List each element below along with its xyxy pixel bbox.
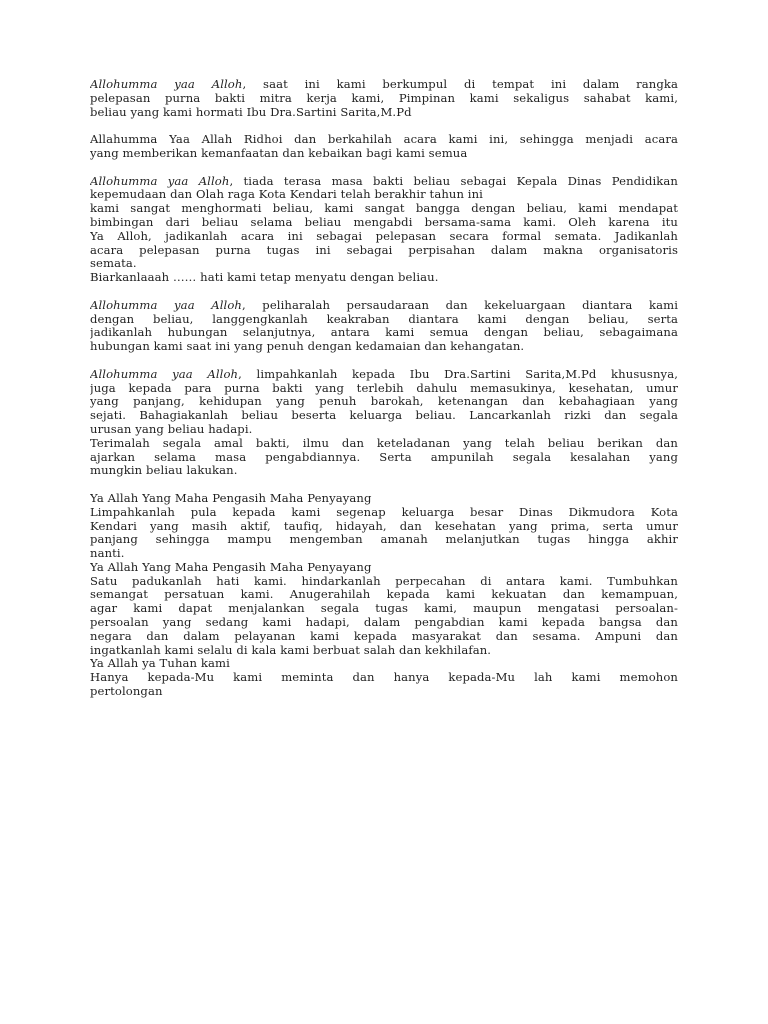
paragraph bbox=[90, 299, 678, 354]
paragraph bbox=[90, 78, 678, 119]
text-line bbox=[90, 464, 678, 478]
text-line bbox=[90, 630, 678, 644]
line-text: agar kami dapat menjalankan segala tugas kami, maupun mengatasi persoalan- bbox=[90, 602, 678, 616]
text-line bbox=[90, 575, 678, 589]
line-text: pelepasan purna bakti mitra kerja kami, Pimpinan kami sekaligus sahabat kami, bbox=[90, 91, 678, 105]
text-line bbox=[90, 92, 678, 106]
text-line bbox=[90, 78, 678, 92]
text-line bbox=[90, 147, 678, 161]
line-text: hubungan kami saat ini yang penuh dengan kedamaian dan kehangatan. bbox=[90, 340, 525, 354]
text-line bbox=[90, 299, 678, 313]
text-line bbox=[90, 133, 678, 147]
invocation-italic: Allohumma yaa Alloh bbox=[90, 174, 230, 188]
text-line bbox=[90, 588, 678, 602]
invocation-italic: Allohumma yaa Alloh bbox=[90, 78, 243, 91]
text-line bbox=[90, 326, 678, 340]
paragraph bbox=[90, 175, 678, 285]
invocation-italic: Allohumma yaa Alloh bbox=[90, 367, 239, 381]
line-text: Ya Allah Yang Maha Pengasih Maha Penyayang bbox=[90, 491, 372, 505]
text-line bbox=[90, 230, 678, 244]
line-text: bimbingan dari beliau selama beliau mengabdi bersama-sama kami. Oleh karena itu bbox=[90, 215, 678, 229]
text-line bbox=[90, 395, 678, 409]
text-line bbox=[90, 244, 678, 258]
text-line bbox=[90, 506, 678, 520]
text-line bbox=[90, 520, 678, 534]
text-line bbox=[90, 216, 678, 230]
text-line bbox=[90, 644, 678, 658]
text-line bbox=[90, 437, 678, 451]
line-text: Ya Alloh, jadikanlah acara ini sebagai pelepasan secara formal semata. Jadikanlah bbox=[90, 229, 678, 243]
document-page bbox=[90, 78, 678, 713]
line-text: mungkin beliau lakukan. bbox=[90, 464, 238, 478]
line-text: dengan beliau, langgengkanlah keakraban diantara kami dengan beliau, serta bbox=[90, 312, 678, 326]
line-text: ajarkan selama masa pengabdiannya. Serta ampunilah segala kesalahan yang bbox=[90, 450, 678, 464]
text-line bbox=[90, 188, 678, 202]
line-text: negara dan dalam pelayanan kami kepada masyarakat dan sesama. Ampuni dan bbox=[90, 629, 678, 643]
line-text: yang panjang, kehidupan yang penuh barokah, ketenangan dan kebahagiaan yang bbox=[90, 395, 678, 409]
line-text: yang memberikan kemanfaatan dan kebaikan bagi kami semua bbox=[90, 146, 468, 160]
line-text: , tiada terasa masa bakti beliau sebagai Kepala Dinas Pendidikan bbox=[229, 174, 678, 188]
paragraph bbox=[90, 492, 678, 699]
text-line bbox=[90, 616, 678, 630]
text-line bbox=[90, 602, 678, 616]
text-line bbox=[90, 409, 678, 423]
text-line bbox=[90, 106, 678, 120]
text-line bbox=[90, 451, 678, 465]
line-text: Biarkanlaaah …… hati kami tetap menyatu dengan beliau. bbox=[90, 271, 439, 285]
line-text: , saat ini kami berkumpul di tempat ini dalam rangka bbox=[242, 78, 678, 91]
line-text: Kendari yang masih aktif, taufiq, hidayah, dan kesehatan yang prima, serta umur bbox=[90, 519, 678, 533]
text-line bbox=[90, 423, 678, 437]
invocation-italic: Allohumma yaa Alloh bbox=[90, 298, 242, 312]
line-text: kepemudaan dan Olah raga Kota Kendari telah berakhir tahun ini bbox=[90, 188, 483, 202]
text-line bbox=[90, 340, 678, 354]
line-text: , limpahkanlah kepada Ibu Dra.Sartini Sarita,M.Pd khususnya, bbox=[238, 367, 678, 381]
line-text: , peliharalah persaudaraan dan kekeluargaan diantara kami bbox=[241, 298, 678, 312]
line-text: Satu padukanlah hati kami. hindarkanlah perpecahan di antara kami. Tumbuhkan bbox=[90, 574, 678, 588]
text-line bbox=[90, 561, 678, 575]
text-line bbox=[90, 657, 678, 671]
line-text: semata. bbox=[90, 257, 137, 271]
line-text: Ya Allah ya Tuhan kami bbox=[90, 657, 230, 671]
text-line bbox=[90, 202, 678, 216]
text-line bbox=[90, 257, 678, 271]
text-line bbox=[90, 533, 678, 547]
text-line bbox=[90, 547, 678, 561]
paragraph bbox=[90, 133, 678, 161]
text-line bbox=[90, 313, 678, 327]
line-text: Terimalah segala amal bakti, ilmu dan keteladanan yang telah beliau berikan dan bbox=[90, 436, 678, 450]
line-text: persoalan yang sedang kami hadapi, dalam pengabdian kami kepada bangsa dan bbox=[90, 616, 678, 630]
line-text: semangat persatuan kami. Anugerahilah kepada kami kekuatan dan kemampuan, bbox=[90, 588, 678, 602]
line-text: kami sangat menghormati beliau, kami sangat bangga dengan beliau, kami mendapat bbox=[90, 202, 678, 216]
line-text: Allahumma Yaa Allah Ridhoi dan berkahilah acara kami ini, sehingga menjadi acara bbox=[90, 133, 678, 147]
line-text: panjang sehingga mampu mengemban amanah melanjutkan tugas hingga akhir bbox=[90, 533, 678, 547]
line-text: Limpahkanlah pula kepada kami segenap keluarga besar Dinas Dikmudora Kota bbox=[90, 505, 678, 519]
text-line bbox=[90, 271, 678, 285]
text-line bbox=[90, 382, 678, 396]
line-text: ingatkanlah kami selalu di kala kami berbuat salah dan kekhilafan. bbox=[90, 643, 492, 657]
line-text: nanti. bbox=[90, 547, 125, 561]
line-text: pertolongan bbox=[90, 685, 163, 699]
line-text: juga kepada para purna bakti yang terlebih dahulu memasukinya, kesehatan, umur bbox=[90, 381, 678, 395]
line-text: Ya Allah Yang Maha Pengasih Maha Penyayang bbox=[90, 560, 372, 574]
line-text: Hanya kepada-Mu kami meminta dan hanya kepada-Mu lah kami memohon bbox=[90, 671, 678, 685]
line-text: beliau yang kami hormati Ibu Dra.Sartini Sarita,M.Pd bbox=[90, 105, 412, 119]
line-text: sejati. Bahagiakanlah beliau beserta keluarga beliau. Lancarkanlah rizki dan segala bbox=[90, 409, 678, 423]
paragraph bbox=[90, 368, 678, 478]
text-line bbox=[90, 685, 678, 699]
line-text: acara pelepasan purna tugas ini sebagai perpisahan dalam makna organisatoris bbox=[90, 243, 678, 257]
line-text: jadikanlah hubungan selanjutnya, antara kami semua dengan beliau, sebagaimana bbox=[90, 326, 678, 340]
text-line bbox=[90, 175, 678, 189]
text-line bbox=[90, 368, 678, 382]
line-text: urusan yang beliau hadapi. bbox=[90, 422, 253, 436]
text-line bbox=[90, 671, 678, 685]
text-line bbox=[90, 492, 678, 506]
